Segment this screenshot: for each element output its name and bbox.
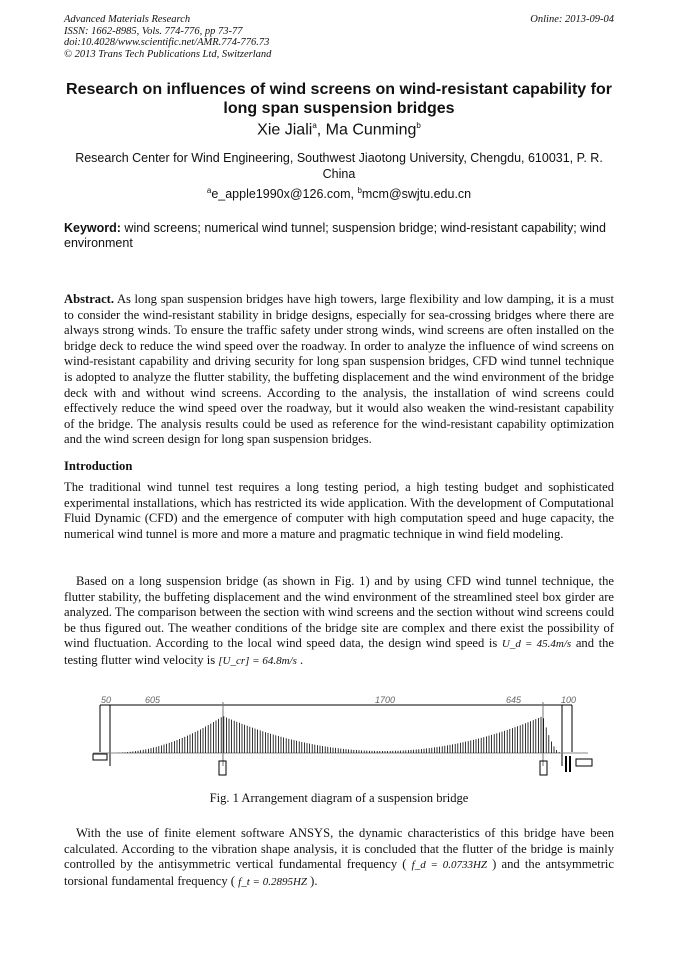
p3-end: ). (307, 873, 318, 888)
keyword-text: wind screens; numerical wind tunnel; suspension bridge; wind-resistant capability; wind environment (64, 221, 606, 250)
journal-name: Advanced Materials Research (64, 14, 191, 25)
abstract (64, 292, 614, 448)
p3-mid: ) and the antsymmetric torsional fundamental frequency ( (64, 857, 614, 888)
keywords (64, 221, 614, 251)
hangers (112, 716, 562, 753)
p2-end: . (296, 652, 304, 667)
email-a-sup: a (206, 186, 212, 195)
author-2-sup: b (416, 121, 421, 130)
intro-paragraph-2 (64, 574, 614, 670)
keyword-label: Keyword: (64, 221, 121, 235)
p2-text: Based on a long suspension bridge (as shown in Fig. 1) and by using CFD wind tunnel technique, the flutter stability, the buffeting displacement and the wind environment of the streamlined steel box girder are analyzed. The comparison between the section with wind screens and the section without wind screens could be thus figured out. The weather conditions of the bridge site are complex and there exist the possibility of wind fluctuation. According to the local wind speed data, the design wind speed is (64, 574, 614, 651)
authors (60, 121, 618, 139)
paper-title: Research on influences of wind screens on wind-resistant capability for long span suspension bridges (66, 81, 612, 117)
abstract-text: As long span suspension bridges have high towers, large flexibility and low damping, it is a must to consider the wind-resistant stability in bridge designs, especially for sea-crossing bridges where there are always strong winds. To ensure the traffic safety under strong winds, wind screens are often installed on the bridge deck to reduce the wind speed over the roadway. In order to analyze the influence of wind screens on wind-resistant capability and driving security for long span suspension bridges, CFD wind tunnel technique is adopted to analyze the flutter stability, the buffeting displacement and the wind environment of the bridge deck with and without wind screens. According to the analysis, the installation of wind screens could effectively reduce the wind speed over the roadway, but it would also weaken the wind-resistant capability of the bridge. The analysis results could be used as reference for the wind-resistant capability optimization and the wind screen design for long span suspension bridges. (64, 292, 614, 447)
bridge-diagram (88, 696, 598, 781)
author-2: Ma Cunming (325, 121, 417, 139)
email-b-sup: b (357, 186, 362, 195)
span-label: 1700 (375, 696, 396, 705)
doi: doi:10.4028/www.scientific.net/AMR.774-776.73 (64, 37, 270, 48)
span-label: 605 (145, 696, 161, 705)
flutter-wind-velocity: [U_cr] = 64.8m/s (218, 654, 297, 667)
p3-text: With the use of finite element software ANSYS, the dynamic characteristics of this bridge have been calculated. According to the vibration shape analysis, it is concluded that the flutter of the bridge is mainly controlled by the antisymmetric vertical fundamental frequency ( (64, 826, 614, 872)
author-1-sup: a (312, 121, 317, 130)
paragraph-3 (64, 826, 614, 890)
email-a[interactable]: e_apple1990x@126.com, (211, 187, 358, 202)
email-b[interactable]: mcm@swjtu.edu.cn (361, 187, 472, 202)
vertical-frequency: f_d = 0.0733HZ (411, 859, 488, 872)
copyright: © 2013 Trans Tech Publications Ltd, Switzerland (64, 48, 272, 60)
design-wind-speed: U_d = 45.4m/s (501, 638, 572, 651)
journal-header (64, 14, 271, 60)
span-label: 100 (561, 696, 577, 705)
issn: ISSN: 1662-8985, Vols. 774-776, pp 73-77 (64, 25, 243, 37)
author-sep: , (316, 121, 326, 139)
author-1: Xie Jiali (257, 121, 313, 139)
torsional-frequency: f_t = 0.2895HZ (238, 875, 308, 888)
span-label: 50 (101, 696, 112, 705)
online-date: Online: 2013-09-04 (530, 14, 614, 25)
span-label: 645 (506, 696, 522, 705)
intro-paragraph-1: The traditional wind tunnel test requires a long testing period, a high testing budget and sophisticated experimental installations, which has restricted its wide application. With the development of Computational Fluid Dynamic (CFD) and the emergence of computer with high computation speed and huge capacity, the numerical wind tunnel is more and more a mature and pragmatic technique in wind field modeling. (64, 480, 614, 541)
section-heading-introduction: Introduction (64, 459, 133, 473)
emails (64, 186, 614, 201)
affiliation: Research Center for Wind Engineering, Southwest Jiaotong University, Chengdu, 610031, P. R. China (75, 151, 603, 181)
abstract-label: Abstract. (64, 292, 115, 306)
figure-caption: Fig. 1 Arrangement diagram of a suspension bridge (209, 791, 469, 805)
p2-mid: and the testing flutter wind velocity is (64, 636, 614, 667)
